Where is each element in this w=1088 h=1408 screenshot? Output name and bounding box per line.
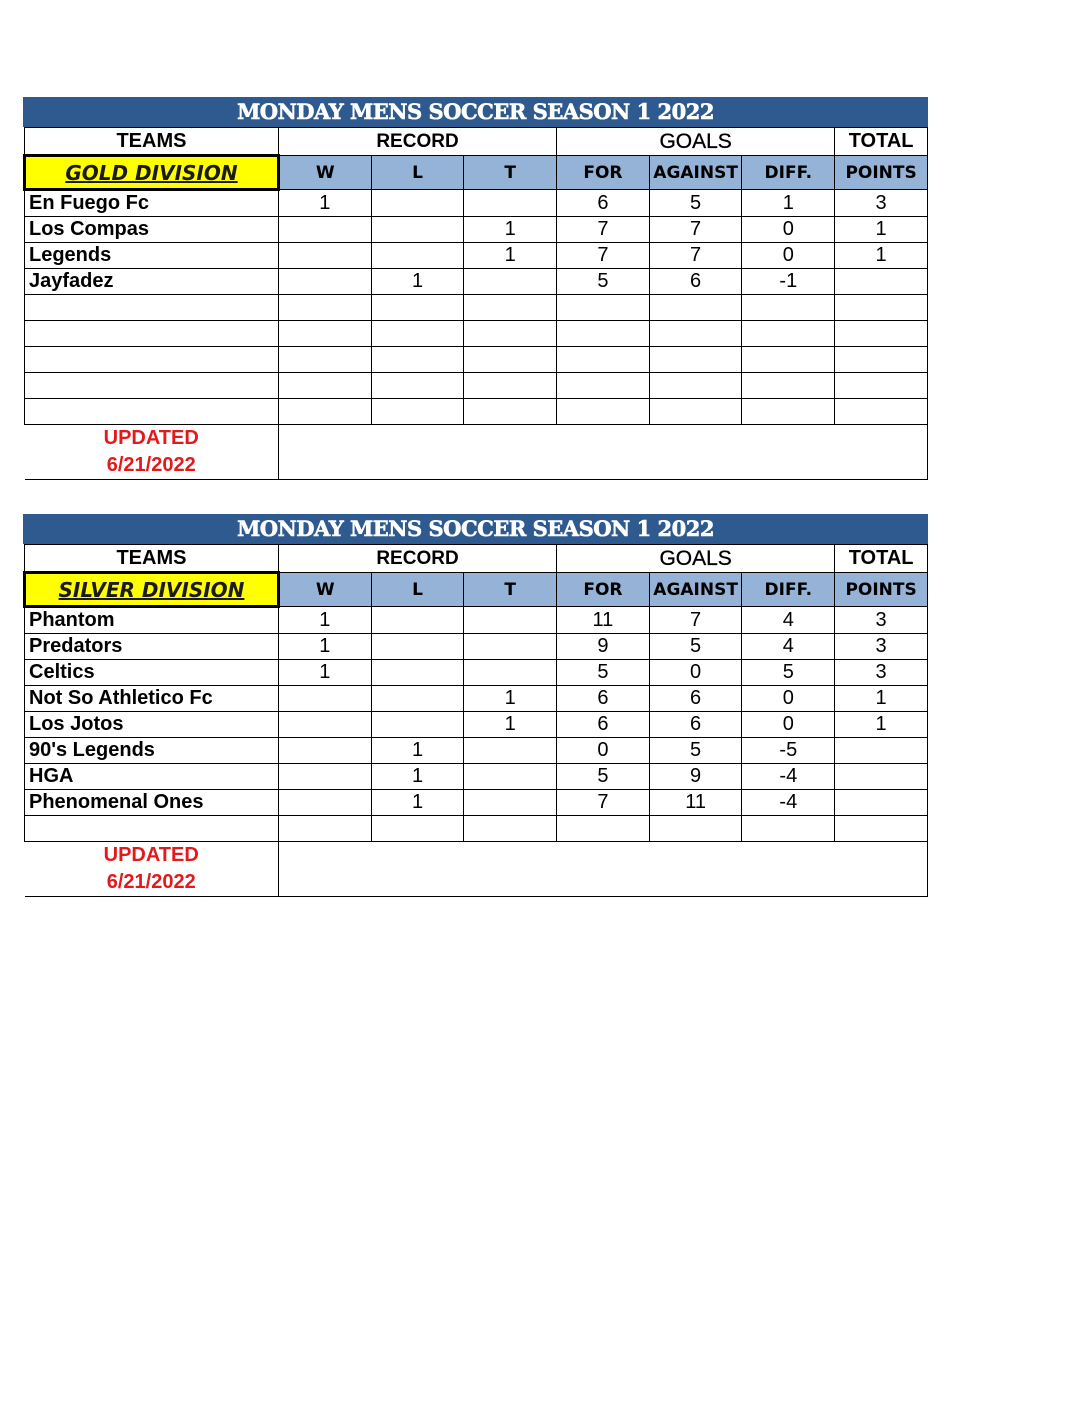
team-name: Not So Athletico Fc	[25, 686, 279, 712]
goal-diff: 4	[742, 634, 835, 660]
col-for: FOR	[557, 156, 650, 190]
losses	[371, 347, 464, 373]
team-name	[25, 347, 279, 373]
goals-for: 11	[557, 607, 650, 634]
goals-against: 6	[649, 712, 742, 738]
goal-diff: -1	[742, 269, 835, 295]
table-row	[25, 660, 928, 686]
goals-for	[557, 399, 650, 425]
table-row	[25, 190, 928, 217]
header-row-groups	[25, 545, 928, 573]
goals-for	[557, 321, 650, 347]
notes-cell	[278, 842, 927, 897]
goals-for	[557, 373, 650, 399]
silver-standings-table	[23, 514, 928, 897]
goal-diff: 0	[742, 712, 835, 738]
wins: 1	[278, 634, 371, 660]
team-name: Los Compas	[25, 217, 279, 243]
losses	[371, 399, 464, 425]
ties	[464, 634, 557, 660]
goals-against	[649, 347, 742, 373]
wins	[278, 686, 371, 712]
goals-for: 7	[557, 790, 650, 816]
col-w: W	[278, 156, 371, 190]
losses	[371, 373, 464, 399]
wins	[278, 373, 371, 399]
points: 1	[835, 243, 928, 269]
total-header: TOTAL	[835, 545, 928, 573]
col-t: T	[464, 156, 557, 190]
losses	[371, 190, 464, 217]
col-diff: DIFF.	[742, 573, 835, 607]
losses	[371, 660, 464, 686]
points	[835, 269, 928, 295]
team-name: Celtics	[25, 660, 279, 686]
losses	[371, 686, 464, 712]
table-row	[25, 607, 928, 634]
table-title: MONDAY MENS SOCCER SEASON 1 2022	[23, 97, 928, 127]
ties	[464, 373, 557, 399]
updated-date: 6/21/2022	[106, 454, 196, 476]
header-row-columns	[25, 156, 928, 190]
points	[835, 764, 928, 790]
goals-for: 6	[557, 190, 650, 217]
updated-row	[25, 842, 928, 897]
col-for: FOR	[557, 573, 650, 607]
team-name: Jayfadez	[25, 269, 279, 295]
wins	[278, 712, 371, 738]
table-row	[25, 738, 928, 764]
ties	[464, 321, 557, 347]
table-row	[25, 634, 928, 660]
points: 3	[835, 660, 928, 686]
division-label: GOLD DIVISION	[25, 156, 279, 190]
goals-against: 9	[649, 764, 742, 790]
goal-diff	[742, 347, 835, 373]
wins	[278, 321, 371, 347]
wins	[278, 738, 371, 764]
ties	[464, 764, 557, 790]
points	[835, 295, 928, 321]
goal-diff	[742, 399, 835, 425]
col-diff: DIFF.	[742, 156, 835, 190]
col-against: AGAINST	[649, 573, 742, 607]
record-header: RECORD	[278, 128, 556, 156]
goals-against: 5	[649, 190, 742, 217]
goals-against	[649, 816, 742, 842]
losses: 1	[371, 738, 464, 764]
ties	[464, 607, 557, 634]
teams-header: TEAMS	[25, 545, 279, 573]
goal-diff: 1	[742, 190, 835, 217]
losses	[371, 712, 464, 738]
points: 1	[835, 217, 928, 243]
goal-diff: 0	[742, 217, 835, 243]
goals-for: 0	[557, 738, 650, 764]
table-row	[25, 217, 928, 243]
goals-for: 5	[557, 269, 650, 295]
goal-diff: 0	[742, 686, 835, 712]
wins	[278, 764, 371, 790]
col-l: L	[371, 573, 464, 607]
table-title: MONDAY MENS SOCCER SEASON 1 2022	[23, 514, 928, 544]
losses	[371, 634, 464, 660]
goal-diff	[742, 373, 835, 399]
goal-diff: 0	[742, 243, 835, 269]
updated-row	[25, 425, 928, 480]
table-row	[25, 243, 928, 269]
goals-for: 6	[557, 686, 650, 712]
points: 3	[835, 607, 928, 634]
points	[835, 738, 928, 764]
team-name: Legends	[25, 243, 279, 269]
table-row	[25, 686, 928, 712]
updated-label: UPDATED	[103, 844, 199, 866]
ties: 1	[464, 243, 557, 269]
points	[835, 399, 928, 425]
losses	[371, 295, 464, 321]
ties	[464, 790, 557, 816]
team-name: Phenomenal Ones	[25, 790, 279, 816]
goal-diff: 4	[742, 607, 835, 634]
losses: 1	[371, 269, 464, 295]
wins: 1	[278, 660, 371, 686]
goals-against	[649, 373, 742, 399]
goal-diff: 5	[742, 660, 835, 686]
ties	[464, 399, 557, 425]
wins	[278, 295, 371, 321]
losses	[371, 816, 464, 842]
table-row	[25, 373, 928, 399]
goal-diff	[742, 816, 835, 842]
goals-against: 7	[649, 217, 742, 243]
losses: 1	[371, 764, 464, 790]
goals-against: 6	[649, 269, 742, 295]
wins	[278, 269, 371, 295]
goals-against: 6	[649, 686, 742, 712]
goals-for: 6	[557, 712, 650, 738]
points: 3	[835, 190, 928, 217]
ties: 1	[464, 712, 557, 738]
teams-header: TEAMS	[25, 128, 279, 156]
goals-for: 5	[557, 764, 650, 790]
ties	[464, 660, 557, 686]
goals-for: 5	[557, 660, 650, 686]
goal-diff	[742, 295, 835, 321]
table-row	[25, 269, 928, 295]
ties: 1	[464, 217, 557, 243]
losses	[371, 321, 464, 347]
ties: 1	[464, 686, 557, 712]
gold-standings-table	[23, 97, 928, 480]
goals-for	[557, 347, 650, 373]
points	[835, 347, 928, 373]
points	[835, 373, 928, 399]
losses	[371, 217, 464, 243]
table-row	[25, 790, 928, 816]
table-row	[25, 764, 928, 790]
team-name: En Fuego Fc	[25, 190, 279, 217]
ties	[464, 816, 557, 842]
team-name	[25, 321, 279, 347]
gold-table	[23, 127, 928, 480]
header-row-groups	[25, 128, 928, 156]
updated-label: UPDATED	[103, 427, 199, 449]
goal-diff: -4	[742, 790, 835, 816]
team-name: 90's Legends	[25, 738, 279, 764]
goals-for: 7	[557, 243, 650, 269]
goals-against	[649, 295, 742, 321]
table-row	[25, 295, 928, 321]
division-label: SILVER DIVISION	[25, 573, 279, 607]
col-against: AGAINST	[649, 156, 742, 190]
record-header: RECORD	[278, 545, 556, 573]
team-name	[25, 295, 279, 321]
goal-diff: -4	[742, 764, 835, 790]
ties	[464, 269, 557, 295]
points	[835, 790, 928, 816]
team-name	[25, 399, 279, 425]
team-name: Los Jotos	[25, 712, 279, 738]
goals-for	[557, 295, 650, 321]
goals-for: 9	[557, 634, 650, 660]
notes-cell	[278, 425, 927, 480]
wins	[278, 217, 371, 243]
wins	[278, 816, 371, 842]
points: 1	[835, 712, 928, 738]
goal-diff	[742, 321, 835, 347]
goals-header: GOALS	[557, 545, 835, 573]
goals-against: 7	[649, 607, 742, 634]
points: 3	[835, 634, 928, 660]
team-name: HGA	[25, 764, 279, 790]
updated-date: 6/21/2022	[106, 871, 196, 893]
goals-against: 11	[649, 790, 742, 816]
ties	[464, 295, 557, 321]
col-points: POINTS	[835, 156, 928, 190]
table-row	[25, 399, 928, 425]
col-points: POINTS	[835, 573, 928, 607]
goals-header: GOALS	[557, 128, 835, 156]
updated-note	[25, 842, 279, 897]
wins	[278, 347, 371, 373]
goals-against: 5	[649, 738, 742, 764]
goals-for	[557, 816, 650, 842]
wins	[278, 790, 371, 816]
team-name	[25, 816, 279, 842]
points	[835, 321, 928, 347]
ties	[464, 347, 557, 373]
goal-diff: -5	[742, 738, 835, 764]
table-row	[25, 347, 928, 373]
silver-table	[23, 544, 928, 897]
col-l: L	[371, 156, 464, 190]
goals-against: 0	[649, 660, 742, 686]
col-w: W	[278, 573, 371, 607]
losses: 1	[371, 790, 464, 816]
team-name: Phantom	[25, 607, 279, 634]
ties	[464, 190, 557, 217]
losses	[371, 243, 464, 269]
table-row	[25, 816, 928, 842]
wins: 1	[278, 607, 371, 634]
wins	[278, 399, 371, 425]
goals-against: 7	[649, 243, 742, 269]
header-row-columns	[25, 573, 928, 607]
goals-for: 7	[557, 217, 650, 243]
points: 1	[835, 686, 928, 712]
goals-against	[649, 321, 742, 347]
wins	[278, 243, 371, 269]
table-row	[25, 712, 928, 738]
team-name	[25, 373, 279, 399]
total-header: TOTAL	[835, 128, 928, 156]
table-row	[25, 321, 928, 347]
goals-against: 5	[649, 634, 742, 660]
updated-note	[25, 425, 279, 480]
losses	[371, 607, 464, 634]
goals-against	[649, 399, 742, 425]
points	[835, 816, 928, 842]
col-t: T	[464, 573, 557, 607]
team-name: Predators	[25, 634, 279, 660]
wins: 1	[278, 190, 371, 217]
ties	[464, 738, 557, 764]
